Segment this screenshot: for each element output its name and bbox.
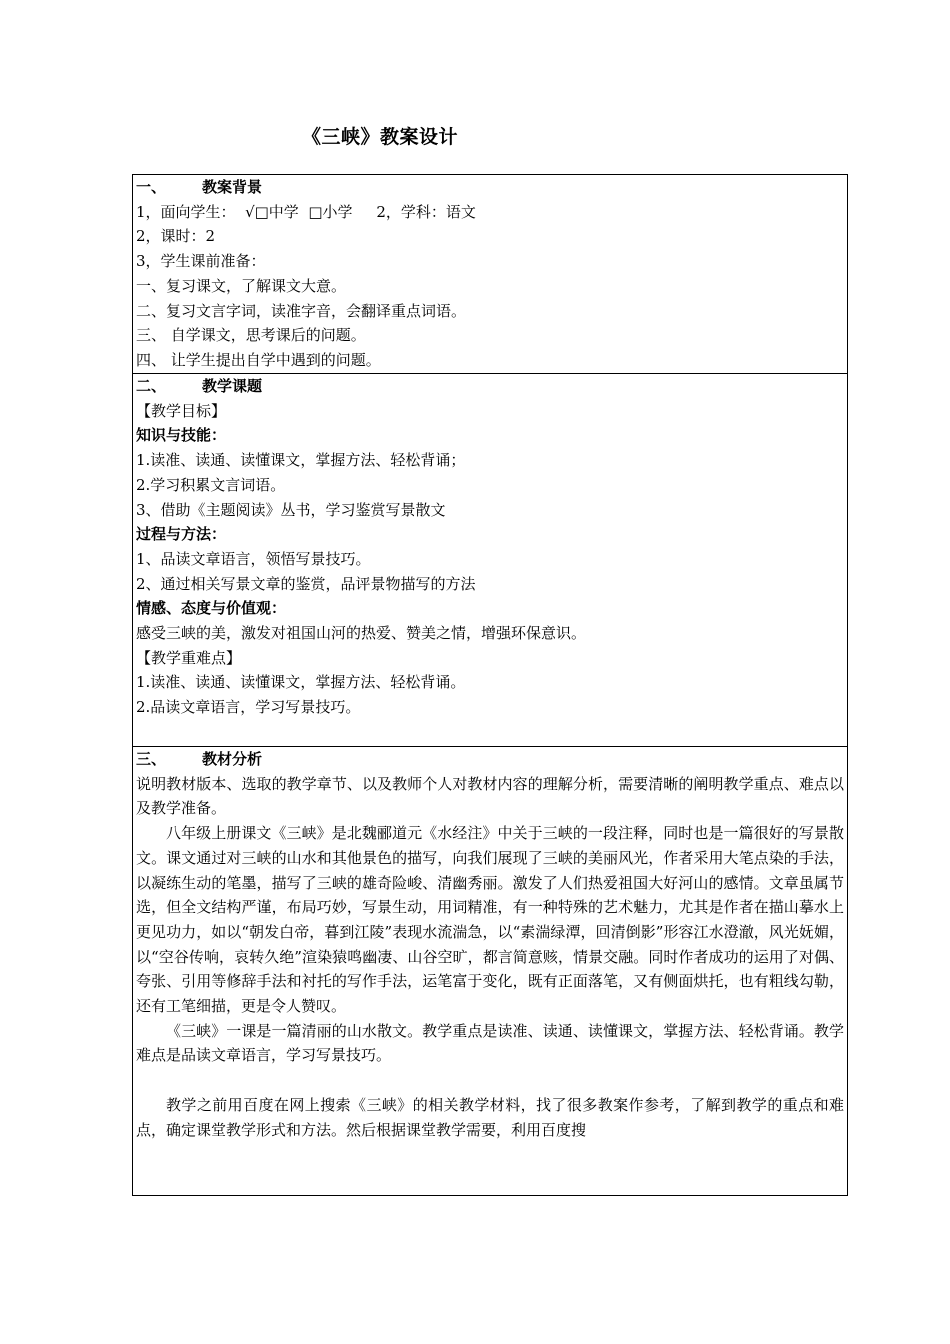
section-background-heading bbox=[136, 175, 844, 200]
section-title: 教案背景 bbox=[202, 178, 263, 196]
material-paragraph: 八年级上册课文《三峡》是北魏郦道元《水经注》中关于三峡的一段注释，同时也是一篇很好的写景散文。课文通过对三峡的山水和其他景色的描写，向我们展现了三峡的美丽风光，作者采用大笔点染的手法，以凝练生动的笔墨，描写了三峡的雄奇险峻、清幽秀丽。激发了人们热爱祖国大好河山的感情。文章虽属节选，但全文结构严谨，布局巧妙，写景生动，用词精准，有一种特殊的艺术魅力，尤其是作者在描山摹水上更见功力，如以“朝发白帝，暮到江陵”表现水流湍急，以“素湍绿潭，回清倒影”形容江水澄澈，风光妩媚，以“空谷传响，哀转久绝”渲染猿鸣幽凄、山谷空旷，都言简意赅，情景交融。同时作者成功的运用了对偶、夸张、引用等修辞手法和衬托的写作手法，运笔富于变化，既有正面落笔，又有侧面烘托，也有粗线勾勒，还有工笔细描，更是令人赞叹。 bbox=[136, 824, 844, 1016]
section-material-row bbox=[133, 747, 848, 1196]
background-line: 3，学生课前准备： bbox=[136, 252, 266, 271]
material-paragraph: 教学之前用百度在网上搜索《三峡》的相关教学材料，找了很多教案作参考，了解到教学的重点和难点，确定课堂教学形式和方法。然后根据课堂教学需要，利用百度搜 bbox=[136, 1095, 844, 1139]
emotion-label: 情感、态度与价值观： bbox=[136, 599, 287, 618]
section-background-row bbox=[133, 175, 848, 374]
section-background-cell bbox=[133, 175, 848, 374]
material-intro: 说明教材版本、选取的教学章节、以及教师个人对教材内容的理解分析，需要清晰的阐明教学重点、难点以及教学准备。 bbox=[136, 774, 844, 818]
background-line: 一、复习课文，了解课文大意。 bbox=[136, 276, 347, 295]
background-line: 1，面向学生： √□中学 □小学 2，学科：语文 bbox=[136, 202, 476, 221]
key-point-item: 1.读准、读通、读懂课文，掌握方法、轻松背诵。 bbox=[136, 673, 466, 692]
background-line: 二、复习文言字词，读准字音，会翻译重点词语。 bbox=[136, 301, 467, 320]
teaching-goals-heading: 【教学目标】 bbox=[136, 401, 227, 420]
section-topic-row bbox=[133, 374, 848, 747]
material-paragraph: 《三峡》一课是一篇清丽的山水散文。教学重点是读准、读通、读懂课文，掌握方法、轻松背诵。教学难点是品读文章语言，学习写景技巧。 bbox=[136, 1021, 844, 1065]
key-points-heading: 【教学重难点】 bbox=[136, 648, 242, 667]
section-title: 教材分析 bbox=[202, 750, 263, 768]
section-topic-cell bbox=[133, 374, 848, 747]
knowledge-item: 1.读准、读通、读懂课文，掌握方法、轻松背诵； bbox=[136, 451, 466, 470]
section-number: 二、 bbox=[136, 377, 167, 395]
knowledge-item: 2.学习积累文言词语。 bbox=[136, 475, 286, 494]
section-title: 教学课题 bbox=[202, 377, 263, 395]
knowledge-label: 知识与技能： bbox=[136, 426, 227, 445]
process-label: 过程与方法： bbox=[136, 525, 227, 544]
section-material-heading bbox=[136, 747, 844, 772]
lesson-plan-table bbox=[132, 174, 848, 1196]
background-line: 四、 让学生提出自学中遇到的问题。 bbox=[136, 350, 381, 369]
knowledge-item: 3、借助《主题阅读》丛书，学习鉴赏写景散文 bbox=[136, 500, 446, 519]
background-line: 2，课时：2 bbox=[136, 227, 216, 246]
section-topic-heading bbox=[136, 374, 844, 399]
section-number: 三、 bbox=[136, 750, 167, 768]
process-item: 2、通过相关写景文章的鉴赏，品评景物描写的方法 bbox=[136, 574, 476, 593]
key-point-item: 2.品读文章语言，学习写景技巧。 bbox=[136, 698, 361, 717]
background-line: 三、 自学课文，思考课后的问题。 bbox=[136, 326, 366, 345]
emotion-text: 感受三峡的美，激发对祖国山河的热爱、赞美之情，增强环保意识。 bbox=[136, 624, 587, 643]
section-material-cell bbox=[133, 747, 848, 1196]
process-item: 1、品读文章语言，领悟写景技巧。 bbox=[136, 549, 371, 568]
document-title: 《三峡》教案设计 bbox=[301, 126, 458, 148]
blank-line bbox=[136, 1068, 844, 1093]
section-number: 一、 bbox=[136, 178, 167, 196]
